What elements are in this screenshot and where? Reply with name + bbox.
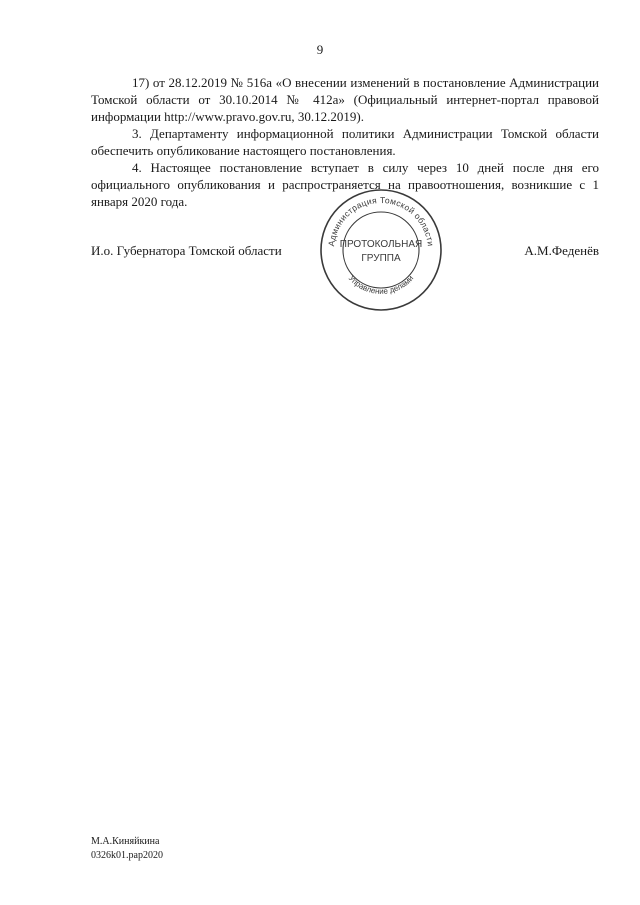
paragraph-4: 4. Настоящее постановление вступает в силу через 10 дней после дня его официального опубликования и распространяется на правоотношения, возникшие с 1 января 2020 года. bbox=[91, 160, 599, 209]
signatory-name: А.М.Феденёв bbox=[524, 243, 599, 258]
stamp-center-line1: ПРОТОКОЛЬНАЯ bbox=[339, 239, 423, 250]
official-stamp bbox=[318, 187, 444, 313]
stamp-bottom-text: Управление делами bbox=[346, 273, 416, 296]
footer-file-id: 0326k01.pap2020 bbox=[91, 850, 163, 861]
signatory-position: И.о. Губернатора Томской области bbox=[91, 243, 282, 258]
document-footer bbox=[91, 835, 163, 863]
paragraph-3: 3. Департаменту информационной политики Администрации Томской области обеспечить опубликование настоящего постановления. bbox=[91, 126, 599, 158]
paragraph-item-17: 17) от 28.12.2019 № 516а «О внесении изменений в постановление Администрации Томской области от 30.10.2014 № 412а» (Официальный интернет-портал правовой информации http://www.pravo.gov.ru, 30.12.2019). bbox=[91, 75, 599, 124]
page-number: 9 bbox=[316, 42, 324, 57]
stamp-center-line2: ГРУППА bbox=[361, 253, 401, 264]
stamp-outer-text: Администрация Томской области bbox=[326, 194, 436, 247]
footer-author: М.А.Киняйкина bbox=[91, 836, 160, 847]
